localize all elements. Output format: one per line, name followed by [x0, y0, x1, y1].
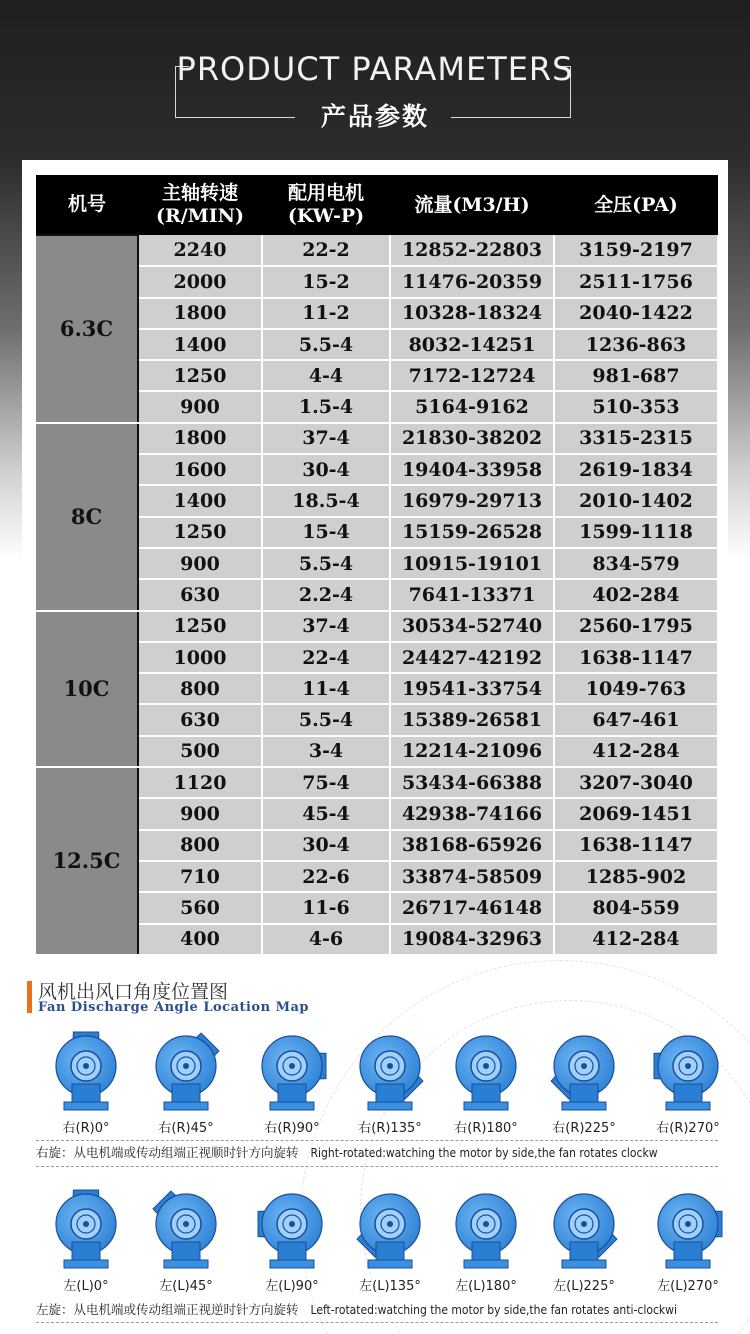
section-title-en: Fan Discharge Angle Location Map [38, 1000, 309, 1015]
speed-cell: 1250 [138, 360, 262, 391]
speed-cell: 630 [138, 704, 262, 735]
table-row [36, 611, 718, 642]
table-row [36, 892, 718, 923]
table-row [36, 673, 718, 704]
speed-cell: 900 [138, 391, 262, 422]
table-row [36, 798, 718, 829]
motor-cell: 11-4 [262, 673, 390, 704]
speed-cell: 1800 [138, 423, 262, 454]
pressure-cell: 3159-2197 [554, 235, 718, 266]
pressure-cell: 3207-3040 [554, 767, 718, 798]
page-subtitle: 产品参数 [320, 102, 429, 131]
pressure-cell: 2619-1834 [554, 454, 718, 485]
table-row [36, 298, 718, 329]
left-rotation-description: 左旋：从电机端或传动组端正视逆时针方向旋转 Left-rotated:watching the motor by side,the fan rotates anti-clockwi [36, 1302, 677, 1317]
speed-cell: 1250 [138, 611, 262, 642]
right-fan-270-icon [640, 1022, 736, 1118]
flow-cell: 12214-21096 [390, 736, 554, 767]
motor-cell: 30-4 [262, 830, 390, 861]
table-body [36, 235, 718, 955]
speed-cell: 800 [138, 830, 262, 861]
model-cell: 10C [36, 611, 138, 767]
left-angle-label: 左(L)0° [63, 1279, 109, 1294]
flow-cell: 16979-29713 [390, 485, 554, 516]
right-fan-45-icon [138, 1022, 234, 1118]
left-fan-270-icon [640, 1180, 736, 1276]
left-angle-label: 左(L)270° [657, 1279, 719, 1294]
speed-cell: 500 [138, 736, 262, 767]
speed-cell: 1600 [138, 454, 262, 485]
left-angle-label: 左(L)180° [455, 1279, 517, 1294]
motor-cell: 15-4 [262, 517, 390, 548]
speed-cell: 800 [138, 673, 262, 704]
speed-cell: 1000 [138, 642, 262, 673]
right-angle-label: 右(R)90° [264, 1121, 320, 1136]
pressure-cell: 2010-1402 [554, 485, 718, 516]
flow-cell: 21830-38202 [390, 423, 554, 454]
motor-cell: 18.5-4 [262, 485, 390, 516]
right-fan-0-icon [38, 1022, 134, 1118]
right-fan-180-icon [438, 1022, 534, 1118]
speed-cell: 1400 [138, 485, 262, 516]
table-row [36, 266, 718, 297]
table-row [36, 454, 718, 485]
pressure-cell: 2560-1795 [554, 611, 718, 642]
motor-cell: 30-4 [262, 454, 390, 485]
flow-cell: 7172-12724 [390, 360, 554, 391]
speed-cell: 1250 [138, 517, 262, 548]
model-cell: 12.5C [36, 767, 138, 955]
motor-cell: 45-4 [262, 798, 390, 829]
flow-cell: 19404-33958 [390, 454, 554, 485]
parameters-table-panel [22, 160, 728, 956]
pressure-cell: 1599-1118 [554, 517, 718, 548]
left-rotated-fans [0, 1180, 750, 1290]
speed-cell: 2240 [138, 235, 262, 266]
motor-cell: 5.5-4 [262, 704, 390, 735]
speed-cell: 900 [138, 548, 262, 579]
speed-cell: 400 [138, 924, 262, 955]
header-motor: 配用电机 (KW-P) [262, 175, 390, 235]
flow-cell: 8032-14251 [390, 329, 554, 360]
table-row [36, 485, 718, 516]
pressure-cell: 412-284 [554, 736, 718, 767]
pressure-cell: 981-687 [554, 360, 718, 391]
left-angle-label: 左(L)135° [359, 1279, 421, 1294]
table-row [36, 235, 718, 266]
flow-cell: 33874-58509 [390, 861, 554, 892]
left-fan-0-icon [38, 1180, 134, 1276]
table-row [36, 704, 718, 735]
pressure-cell: 1638-1147 [554, 642, 718, 673]
right-angle-label: 右(R)270° [656, 1121, 720, 1136]
right-rotated-fans [0, 1022, 750, 1132]
right-angle-label: 右(R)45° [158, 1121, 214, 1136]
flow-cell: 30534-52740 [390, 611, 554, 642]
header-model: 机号 [36, 175, 138, 235]
left-angle-label: 左(L)225° [553, 1279, 615, 1294]
page-title: PRODUCT PARAMETERS [176, 50, 574, 88]
motor-cell: 75-4 [262, 767, 390, 798]
header-speed: 主轴转速 (R/MIN) [138, 175, 262, 235]
left-fan-45-icon [138, 1180, 234, 1276]
pressure-cell: 2069-1451 [554, 798, 718, 829]
table-row [36, 517, 718, 548]
right-rotation-description: 右旋：从电机端或传动组端正视顺时针方向旋转 Right-rotated:watching the motor by side,the fan rotates clockw [36, 1145, 658, 1160]
section-title: 风机出风口角度位置图 [38, 981, 229, 1003]
pressure-cell: 1236-863 [554, 329, 718, 360]
header-pressure: 全压(PA) [554, 175, 718, 235]
right-angle-label: 右(R)135° [358, 1121, 422, 1136]
right-fan-135-icon [342, 1022, 438, 1118]
motor-cell: 22-2 [262, 235, 390, 266]
flow-cell: 10328-18324 [390, 298, 554, 329]
speed-cell: 630 [138, 579, 262, 610]
pressure-cell: 1638-1147 [554, 830, 718, 861]
table-row [36, 579, 718, 610]
table-row [36, 329, 718, 360]
right-fan-225-icon [536, 1022, 632, 1118]
motor-cell: 37-4 [262, 611, 390, 642]
motor-cell: 3-4 [262, 736, 390, 767]
table-row [36, 861, 718, 892]
divider [36, 1322, 718, 1323]
flow-cell: 19541-33754 [390, 673, 554, 704]
left-angle-label: 左(L)45° [159, 1279, 213, 1294]
divider [36, 1166, 718, 1167]
speed-cell: 710 [138, 861, 262, 892]
pressure-cell: 2040-1422 [554, 298, 718, 329]
left-fan-180-icon [438, 1180, 534, 1276]
left-fan-90-icon [244, 1180, 340, 1276]
motor-cell: 5.5-4 [262, 548, 390, 579]
header-flow: 流量(M3/H) [390, 175, 554, 235]
motor-cell: 4-6 [262, 924, 390, 955]
flow-cell: 19084-32963 [390, 924, 554, 955]
right-angle-label: 右(R)0° [62, 1121, 110, 1136]
flow-cell: 11476-20359 [390, 266, 554, 297]
left-angle-label: 左(L)90° [265, 1279, 319, 1294]
speed-cell: 560 [138, 892, 262, 923]
flow-cell: 5164-9162 [390, 391, 554, 422]
pressure-cell: 402-284 [554, 579, 718, 610]
table-header-row [36, 175, 718, 235]
flow-cell: 53434-66388 [390, 767, 554, 798]
right-angle-label: 右(R)180° [454, 1121, 518, 1136]
right-angle-label: 右(R)225° [552, 1121, 616, 1136]
motor-cell: 11-2 [262, 298, 390, 329]
motor-cell: 2.2-4 [262, 579, 390, 610]
speed-cell: 1120 [138, 767, 262, 798]
table-row [36, 423, 718, 454]
speed-cell: 1800 [138, 298, 262, 329]
table-row [36, 736, 718, 767]
flow-cell: 15389-26581 [390, 704, 554, 735]
flow-cell: 38168-65926 [390, 830, 554, 861]
pressure-cell: 2511-1756 [554, 266, 718, 297]
table-row [36, 767, 718, 798]
pressure-cell: 834-579 [554, 548, 718, 579]
left-fan-135-icon [342, 1180, 438, 1276]
pressure-cell: 412-284 [554, 924, 718, 955]
pressure-cell: 3315-2315 [554, 423, 718, 454]
divider [36, 1140, 718, 1141]
table-row [36, 548, 718, 579]
motor-cell: 5.5-4 [262, 329, 390, 360]
flow-cell: 7641-13371 [390, 579, 554, 610]
section-accent-bar [27, 981, 32, 1013]
model-cell: 6.3C [36, 235, 138, 423]
flow-cell: 26717-46148 [390, 892, 554, 923]
flow-cell: 15159-26528 [390, 517, 554, 548]
left-fan-225-icon [536, 1180, 632, 1276]
table-row [36, 830, 718, 861]
motor-cell: 37-4 [262, 423, 390, 454]
table-row [36, 642, 718, 673]
pressure-cell: 647-461 [554, 704, 718, 735]
speed-cell: 1400 [138, 329, 262, 360]
parameters-table [36, 175, 719, 956]
flow-cell: 24427-42192 [390, 642, 554, 673]
motor-cell: 11-6 [262, 892, 390, 923]
motor-cell: 22-4 [262, 642, 390, 673]
pressure-cell: 1285-902 [554, 861, 718, 892]
flow-cell: 12852-22803 [390, 235, 554, 266]
right-fan-90-icon [244, 1022, 340, 1118]
motor-cell: 4-4 [262, 360, 390, 391]
table-row [36, 360, 718, 391]
motor-cell: 1.5-4 [262, 391, 390, 422]
table-row [36, 391, 718, 422]
speed-cell: 900 [138, 798, 262, 829]
flow-cell: 10915-19101 [390, 548, 554, 579]
table-row [36, 924, 718, 955]
pressure-cell: 1049-763 [554, 673, 718, 704]
speed-cell: 2000 [138, 266, 262, 297]
flow-cell: 42938-74166 [390, 798, 554, 829]
model-cell: 8C [36, 423, 138, 611]
motor-cell: 22-6 [262, 861, 390, 892]
pressure-cell: 804-559 [554, 892, 718, 923]
pressure-cell: 510-353 [554, 391, 718, 422]
motor-cell: 15-2 [262, 266, 390, 297]
